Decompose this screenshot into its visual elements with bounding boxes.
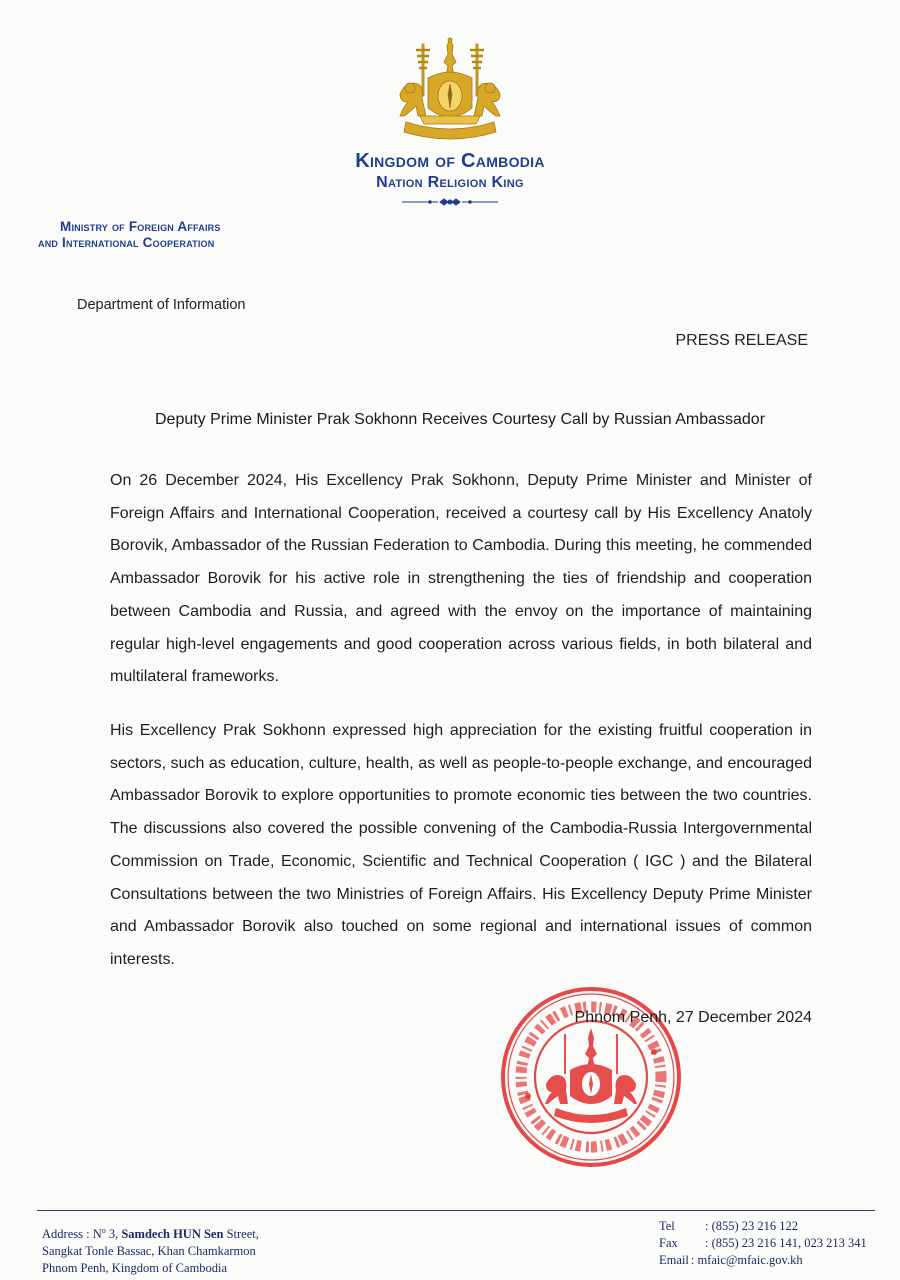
- department-name: Department of Information: [77, 297, 246, 313]
- place-and-date: Phnom Penh, 27 December 2024: [574, 1009, 812, 1026]
- royal-arms-emblem: [392, 36, 508, 146]
- press-release-headline: Deputy Prime Minister Prak Sokhonn Receives Courtesy Call by Russian Ambassador: [154, 411, 766, 428]
- contact-tel: Tel : (855) 23 216 122: [659, 1219, 799, 1233]
- address-line-2: Sangkat Tonle Bassac, Khan Chamkarmon: [42, 1244, 256, 1259]
- country-name: Kingdom of Cambodia: [355, 150, 545, 172]
- footer-address: [42, 1222, 259, 1277]
- body-paragraph-1: On 26 December 2024, His Excellency Prak Sokhonn, Deputy Prime Minister and Minister of Foreign Affairs and International Cooperation, received a courtesy call by His Excellency Anatoly Borovik, Ambassador of the Russian Federation to Cambodia. During this meeting, he commended Ambassador Borovik for his active role in strengthening the ties of friendship and cooperation between Cambodia and Russia, and agreed with the envoy on the importance of maintaining regular high-level engagements and good cooperation across various fields, in both bilateral and multilateral frameworks.: [110, 472, 812, 686]
- ministry-name-line-2: and International Cooperation: [38, 235, 215, 250]
- motto-ornament-divider: [400, 197, 500, 207]
- footer-divider: [37, 1210, 875, 1211]
- email-address: : mfaic@mfaic.gov.kh: [690, 1253, 803, 1267]
- document-type-label: PRESS RELEASE: [675, 332, 808, 349]
- address-line-3: Phnom Penh, Kingdom of Cambodia: [42, 1261, 228, 1276]
- address-line-1: Address : $N^o$ 3, Samdech HUN Sen Street,: [42, 1226, 259, 1242]
- ministry-name-line-1: Ministry of Foreign Affairs: [60, 219, 221, 234]
- contact-email: Email : mfaic@mfaic.gov.kh: [659, 1253, 803, 1267]
- footer-contacts: [659, 1218, 867, 1269]
- national-motto: Nation Religion King: [376, 174, 524, 191]
- body-paragraph-2: His Excellency Prak Sokhonn expressed high appreciation for the existing fruitful cooperation in sectors, such as education, culture, health, as well as people-to-people exchange, and encouraged Ambassador Borovik to explore opportunities to promote economic ties between the two countries. The discussions also covered the possible convening of the Cambodia-Russia Intergovernmental Commission on Trade, Economic, Scientific and Technical Cooperation ( IGC ) and the Bilateral Consultations between the two Ministries of Foreign Affairs. His Excellency Deputy Prime Minister and Ambassador Borovik also touched on some regional and international issues of common interests.: [110, 722, 812, 968]
- contact-fax: Fax : (855) 23 216 141, 023 213 341: [659, 1236, 867, 1250]
